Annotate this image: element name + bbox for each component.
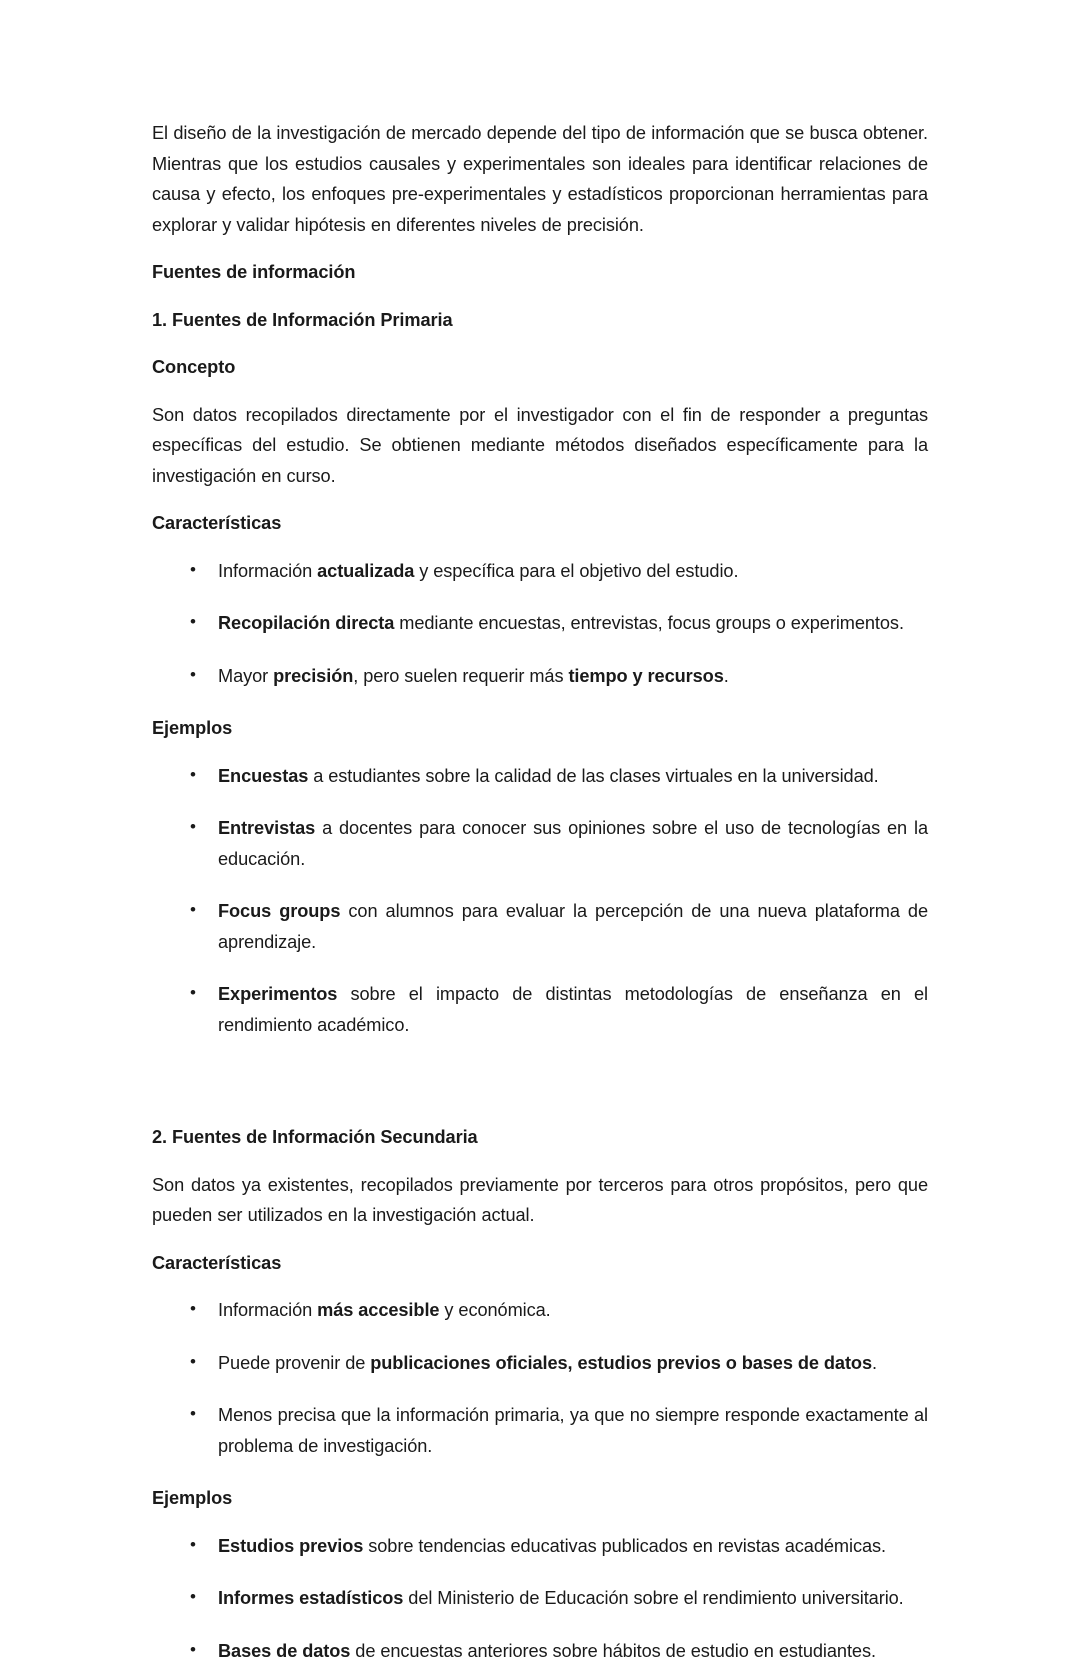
bullet-text-bold: más accesible [317, 1300, 439, 1320]
heading-concepto-primaria: Concepto [152, 352, 928, 383]
bullet-text-rest: mediante encuestas, entrevistas, focus groups o experimentos. [394, 613, 904, 633]
bullet-text-lead: Mayor [218, 666, 273, 686]
ejemplos-primaria-list [152, 761, 928, 1041]
bullet-text-rest: y específica para el objetivo del estudio. [414, 561, 738, 581]
bullet-text-bold: Encuestas [218, 766, 308, 786]
bullet-text-tail: . [724, 666, 729, 686]
caracteristicas-secundaria-list [152, 1295, 928, 1461]
ejemplos-secundaria-list [152, 1531, 928, 1666]
bullet-text-rest: sobre tendencias educativas publicados en revistas académicas. [363, 1536, 886, 1556]
section-title: Fuentes de información [152, 257, 928, 288]
heading-ejemplos-secundaria: Ejemplos [152, 1483, 928, 1514]
bullet-text-bold: Experimentos [218, 984, 337, 1004]
bullet-text-lead: Puede provenir de [218, 1353, 370, 1373]
list-item [152, 979, 928, 1040]
heading-ejemplos-primaria: Ejemplos [152, 713, 928, 744]
bullet-text-bold: Recopilación directa [218, 613, 394, 633]
heading-caracteristicas-secundaria: Características [152, 1248, 928, 1279]
bullet-text-bold: Informes estadísticos [218, 1588, 403, 1608]
list-item [152, 1531, 928, 1562]
bullet-text-rest: y económica. [439, 1300, 550, 1320]
bullet-text-rest: del Ministerio de Educación sobre el rendimiento universitario. [403, 1588, 903, 1608]
bullet-text-bold: precisión [273, 666, 353, 686]
heading-fuentes-primaria: 1. Fuentes de Información Primaria [152, 305, 928, 336]
intro-paragraph: El diseño de la investigación de mercado depende del tipo de información que se busca obtener. Mientras que los estudios causales y experimentales son ideales para identificar relaciones de causa y efecto, los enfoques pre-experimentales y estadísticos proporcionan herramientas para explorar y validar hipótesis en diferentes niveles de precisión. [152, 118, 928, 240]
bullet-text-bold: Focus groups [218, 901, 340, 921]
list-item [152, 1348, 928, 1379]
bullet-text-bold-end: tiempo y recursos [568, 666, 723, 686]
bullet-text-rest: , pero suelen requerir más [353, 666, 568, 686]
bullet-text-bold: actualizada [317, 561, 414, 581]
bullet-text-rest: sobre el impacto de distintas metodologías de enseñanza en el rendimiento académico. [218, 984, 928, 1035]
bullet-text-lead: Información [218, 1300, 317, 1320]
caracteristicas-primaria-list [152, 556, 928, 692]
heading-fuentes-secundaria: 2. Fuentes de Información Secundaria [152, 1122, 928, 1153]
document-body [152, 118, 928, 1666]
concepto-primaria-text: Son datos recopilados directamente por el investigador con el fin de responder a preguntas específicas del estudio. Se obtienen mediante métodos diseñados específicamente para la investigación en curso. [152, 400, 928, 492]
heading-caracteristicas-primaria: Características [152, 508, 928, 539]
bullet-text-rest: con alumnos para evaluar la percepción de una nueva plataforma de aprendizaje. [218, 901, 928, 952]
bullet-text-rest: a docentes para conocer sus opiniones sobre el uso de tecnologías en la educación. [218, 818, 928, 869]
bullet-text-bold: publicaciones oficiales, estudios previos o bases de datos [370, 1353, 872, 1373]
list-item [152, 608, 928, 639]
section-separator [152, 1062, 928, 1122]
list-item [152, 556, 928, 587]
bullet-text-bold: Bases de datos [218, 1641, 350, 1661]
intro-secundaria-text: Son datos ya existentes, recopilados previamente por terceros para otros propósitos, pero que pueden ser utilizados en la investigación actual. [152, 1170, 928, 1231]
bullet-text-bold: Entrevistas [218, 818, 315, 838]
list-item [152, 1400, 928, 1461]
bullet-text-bold: Estudios previos [218, 1536, 363, 1556]
list-item [152, 896, 928, 957]
bullet-text-rest: . [872, 1353, 877, 1373]
list-item [152, 1583, 928, 1614]
list-item [152, 661, 928, 692]
list-item [152, 761, 928, 792]
list-item [152, 1295, 928, 1326]
list-item [152, 1636, 928, 1666]
bullet-text-lead: Menos precisa que la información primaria, ya que no siempre responde exactamente al problema de investigación. [218, 1405, 928, 1456]
bullet-text-rest: de encuestas anteriores sobre hábitos de estudio en estudiantes. [350, 1641, 876, 1661]
list-item [152, 813, 928, 874]
bullet-text-rest: a estudiantes sobre la calidad de las clases virtuales en la universidad. [308, 766, 878, 786]
bullet-text-lead: Información [218, 561, 317, 581]
